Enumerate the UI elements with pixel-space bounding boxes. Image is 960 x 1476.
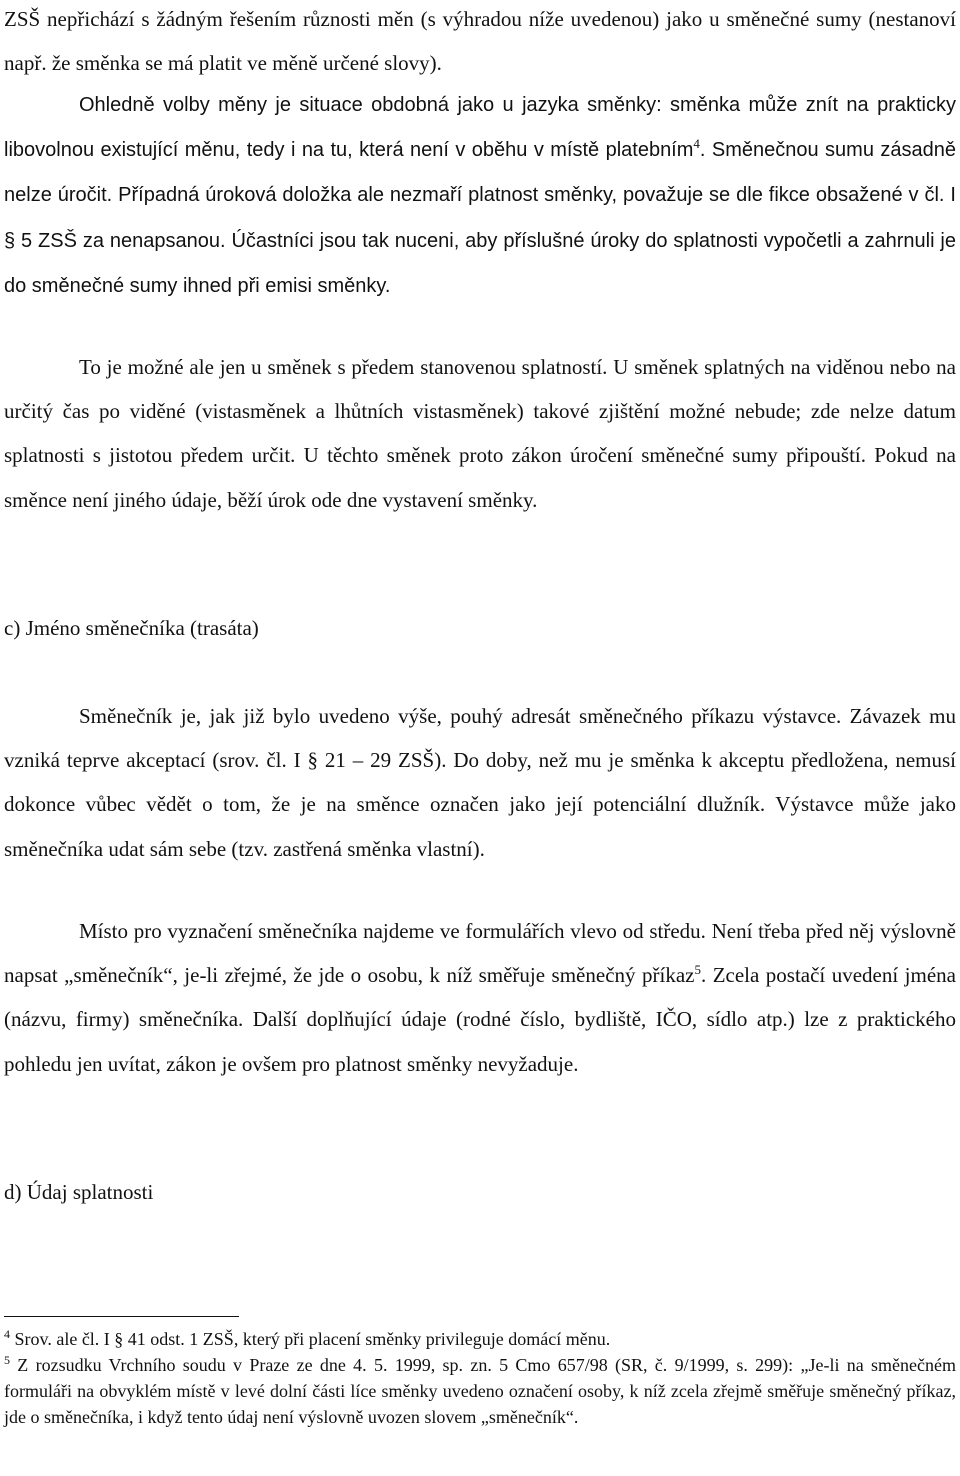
footnote-4 [4,1326,956,1352]
paragraph-currency-intro: ZSŠ nepřichází s žádným řešením různosti měn (s výhradou níže uvedenou) jako u směnečné sumy (nestanoví např. že směnka se má platit ve měně určené slovy). [4,7,956,76]
section-heading-drawee: c) Jméno směnečníka (trasáta) [4,616,259,640]
footnote-text: Z rozsudku Vrchního soudu v Praze ze dne 4. 5. 1999, sp. zn. 5 Cmo 657/98 (SR, č. 9/1999, s. 299): „Je-li na směnečném formuláři na obvyklém místě v levé dolní části líce směnky uvedeno označení osoby, k níž zcela zřejmě směřuje směnečný příkaz, jde o směnečníka, i když tento údaj není výslovně uvozen slovem „směnečník“. [4,1355,956,1427]
interest-rule-text: . Směnečnou sumu zásadně nelze úročit. [4,139,956,207]
footnote-number: 5 [4,1353,10,1367]
footnote-separator [4,1316,239,1317]
drawee-placement-text: Místo pro vyznačení směnečníka najdeme ve formulářích vlevo od středu. Není třeba před něj výslovně napsat „směnečník“, je-li zřejmé, že jde o osobu, k níž směřuje směnečný příkaz [4,919,956,988]
paragraph-drawee-placement [4,909,956,1086]
drawee-identification-text: . Zcela postačí uvedení jména (názvu, firmy) směnečníka. Další doplňující údaje (rodné číslo, bydliště, IČO, sídlo atp.) lze z praktického pohledu jen uvítat, zákon je ovšem pro platnost směnky nevyžaduje. [4,963,956,1076]
section-heading-maturity: d) Údaj splatnosti [4,1180,154,1204]
paragraph-drawee: Směnečník je, jak již bylo uvedeno výše, pouhý adresát směnečného příkazu výstavce. Závazek mu vzniká teprve akceptací (srov. čl. I § 21 – 29 ZSŠ). Do doby, než mu je směnka k akceptu předložena, nemusí dokonce vůbec vědět o tom, že je na směnce označen jako její potenciální dlužník. Výstavce může jako směnečníka udat sám sebe (tzv. zastřená směnka vlastní). [4,704,956,861]
footnote-ref-4[interactable]: 4 [693,136,700,152]
interest-clause-text: Případná úroková doložka ale nezmaří platnost směnky, považuje se dle fikce obsažené v čl. I § 5 ZSŠ za nenapsanou. Účastníci jsou tak nuceni, aby příslušné úroky do splatnosti vypočetli a zahrnuli je do směnečné sumy ihned při emisi směnky. [4,184,956,297]
footnote-5 [4,1352,956,1430]
footnote-text: Srov. ale čl. I § 41 odst. 1 ZSŠ, který při placení směnky privileguje domácí měnu. [10,1329,611,1349]
footnote-ref-5[interactable]: 5 [694,962,701,978]
paragraph-currency-choice [4,82,956,308]
paragraph-fixed-maturity: To je možné ale jen u směnek s předem stanovenou splatností. U směnek splatných na viděnou nebo na určitý čas po viděné (vistasměnek a lhůtních vistasměnek) takové zjištění možné nebude; zde nelze datum splatnosti s jistotou předem určit. U těchto směnek proto zákon úročení směnečné sumy připouští. Pokud na směnce není jiného údaje, běží úrok ode dne vystavení směnky. [4,355,956,512]
currency-choice-text: Ohledně volby měny je situace obdobná jako u jazyka směnky: směnka může znít na prakticky libovolnou existující měnu, tedy i na tu, která není v oběhu v místě platebním [4,94,956,162]
footnotes [4,1326,956,1430]
footnote-number: 4 [4,1327,10,1341]
